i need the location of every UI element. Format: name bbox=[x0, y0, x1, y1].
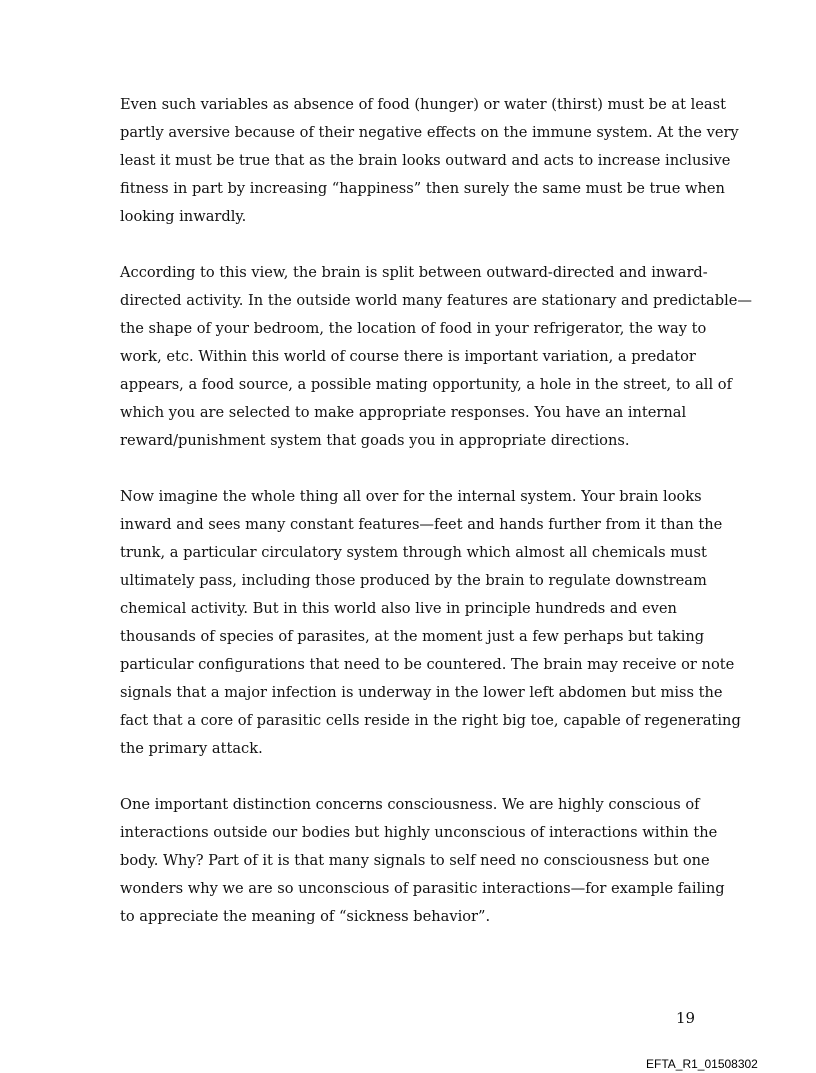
text-line: ultimately pass, including those produced by the brain to regulate downstream bbox=[120, 572, 707, 589]
text-line: work, etc. Within this world of course there is important variation, a predator bbox=[120, 348, 696, 365]
text-line: fitness in part by increasing “happiness” then surely the same must be true when bbox=[120, 180, 725, 197]
text-line: chemical activity. But in this world also live in principle hundreds and even bbox=[120, 600, 677, 617]
text-line: directed activity. In the outside world many features are stationary and predictable— bbox=[120, 292, 752, 309]
text-line: which you are selected to make appropriate responses. You have an internal bbox=[120, 404, 687, 421]
text-line: wonders why we are so unconscious of parasitic interactions—for example failing bbox=[120, 880, 725, 897]
text-line: particular configurations that need to be countered. The brain may receive or note bbox=[120, 656, 735, 673]
text-line: the primary attack. bbox=[120, 740, 263, 757]
text-line: According to this view, the brain is split between outward-directed and inward- bbox=[120, 264, 708, 281]
text-line: inward and sees many constant features—feet and hands further from it than the bbox=[120, 516, 723, 533]
text-line: interactions outside our bodies but highly unconscious of interactions within the bbox=[120, 824, 718, 841]
text-line: to appreciate the meaning of “sickness behavior”. bbox=[120, 908, 491, 925]
text-line: the shape of your bedroom, the location of food in your refrigerator, the way to bbox=[120, 320, 707, 337]
text-line: trunk, a particular circulatory system through which almost all chemicals must bbox=[120, 544, 707, 561]
text-line: looking inwardly. bbox=[120, 208, 247, 225]
text-line: fact that a core of parasitic cells reside in the right big toe, capable of regenerating bbox=[120, 712, 741, 729]
document-id: EFTA_R1_01508302 bbox=[646, 1057, 758, 1071]
text-line: reward/punishment system that goads you in appropriate directions. bbox=[120, 432, 630, 449]
text-line: Now imagine the whole thing all over for the internal system. Your brain looks bbox=[120, 488, 702, 505]
text-line: body. Why? Part of it is that many signals to self need no consciousness but one bbox=[120, 852, 710, 869]
text-line: least it must be true that as the brain looks outward and acts to increase inclusive bbox=[120, 152, 731, 169]
text-line: appears, a food source, a possible mating opportunity, a hole in the street, to all of bbox=[120, 376, 732, 393]
page-number: 19 bbox=[676, 1009, 696, 1027]
text-line: partly aversive because of their negative effects on the immune system. At the very bbox=[120, 124, 739, 141]
text-line: One important distinction concerns consciousness. We are highly conscious of bbox=[120, 796, 700, 813]
text-line: signals that a major infection is underway in the lower left abdomen but miss the bbox=[120, 684, 723, 701]
text-line: Even such variables as absence of food (hunger) or water (thirst) must be at least bbox=[120, 96, 726, 113]
text-line: thousands of species of parasites, at the moment just a few perhaps but taking bbox=[120, 628, 705, 645]
